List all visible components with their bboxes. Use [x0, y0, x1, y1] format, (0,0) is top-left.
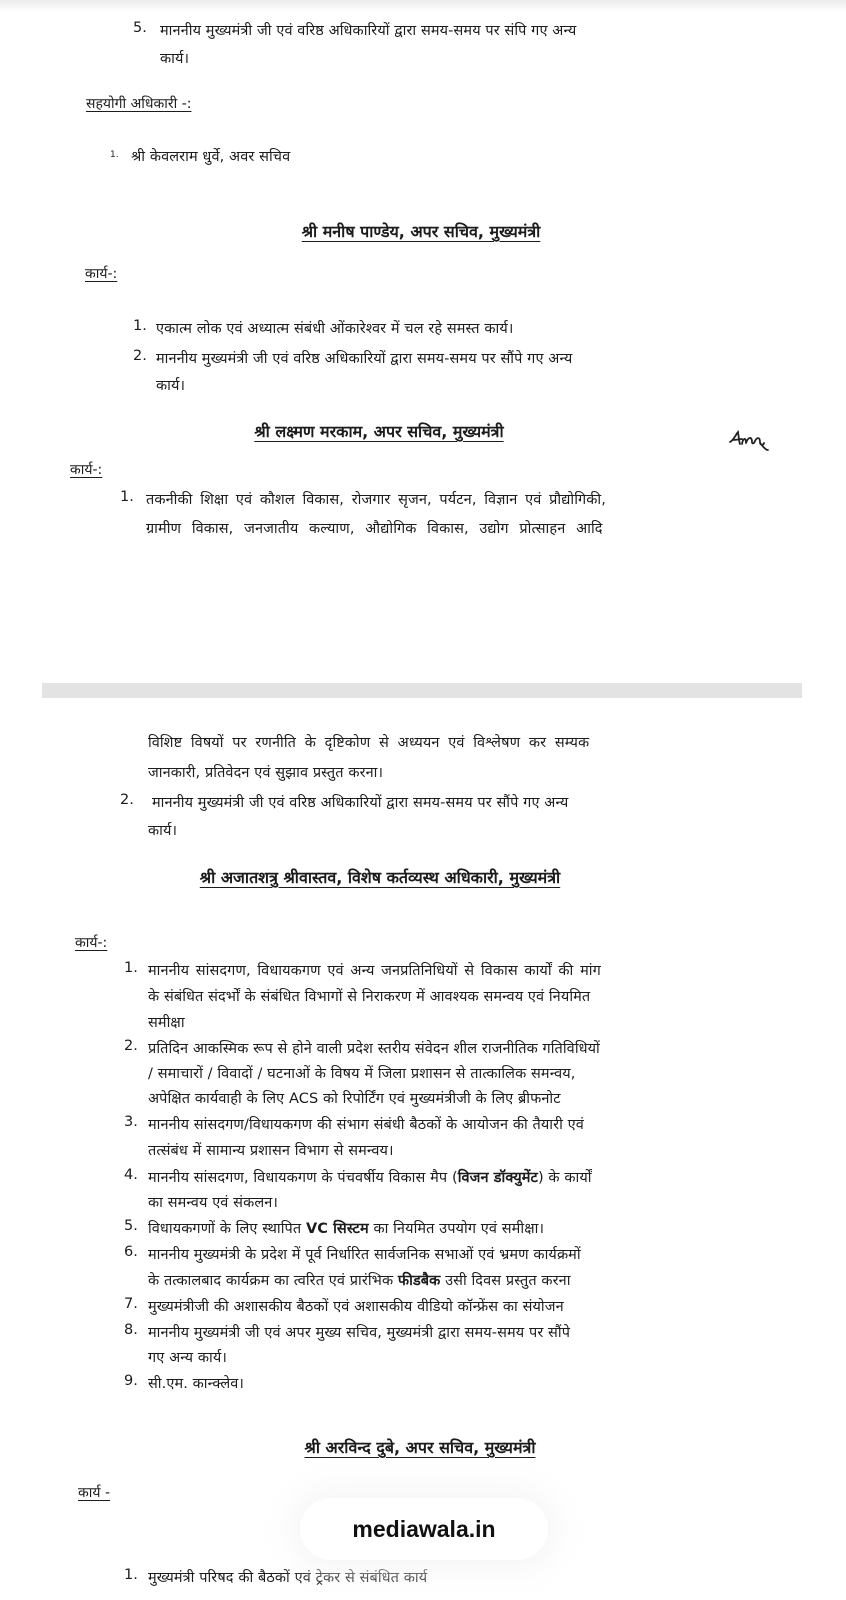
list-item-text: माननीय मुख्यमंत्री जी एवं वरिष्ठ अधिकारियों द्वारा समय-समय पर संपि गए अन्य: [160, 23, 577, 39]
list-item-text: के संबंधित संदर्भों के संबंधित विभागों से निराकरण में आवश्यक समन्वय एवं नियमित: [148, 989, 591, 1005]
work-label: कार्य-:: [75, 935, 108, 951]
list-item-text: गए अन्य कार्य।: [148, 1350, 227, 1366]
list-item-text: तकनीकी शिक्षा एवं कौशल विकास, रोजगार सृजन, पर्यटन, विज्ञान एवं प्रौद्योगिकी,: [146, 492, 606, 508]
text-part: का नियमित उपयोग एवं समीक्षा।: [368, 1221, 545, 1237]
list-item-text: मुख्यमंत्री परिषद की बैठकों एवं ट्रेकर से संबंधित कार्य: [148, 1570, 428, 1586]
section-heading: श्री अजातशत्रु श्रीवास्तव, विशेष कर्तव्यस्थ अधिकारी, मुख्यमंत्री: [199, 868, 561, 887]
text-part: विधायकगणों के लिए स्थापित: [148, 1221, 306, 1237]
associate-officer-name: श्री केवलराम धुर्वे, अवर सचिव: [131, 149, 291, 165]
list-item-text: कार्य।: [156, 378, 186, 394]
bold-text: फीडबैक: [397, 1273, 441, 1289]
list-item-text: माननीय मुख्यमंत्री जी एवं वरिष्ठ अधिकारियों द्वारा समय-समय पर सौंपे गए अन्य: [152, 795, 569, 811]
signature-scribble-icon: [728, 428, 770, 456]
list-number: 4.: [124, 1167, 138, 1183]
list-item-text: माननीय मुख्यमंत्री जी एवं अपर मुख्य सचिव, मुख्यमंत्री द्वारा समय-समय पर सौंपे: [148, 1325, 571, 1341]
list-item-text: माननीय मुख्यमंत्री के प्रदेश में पूर्व निर्धारित सार्वजनिक सभाओं एवं भ्रमण कार्यक्रमों: [148, 1247, 581, 1263]
bold-text: VC सिस्टम: [305, 1221, 369, 1237]
bold-text: विजन डॉक्युमेंट: [457, 1170, 538, 1186]
list-item-text: माननीय मुख्यमंत्री जी एवं वरिष्ठ अधिकारियों द्वारा समय-समय पर सौंपे गए अन्य: [156, 351, 573, 367]
work-label: कार्य -: [78, 1485, 110, 1501]
list-number: 6.: [124, 1244, 138, 1260]
list-number: 1.: [110, 150, 119, 160]
list-item-text: का समन्वय एवं संकलन।: [148, 1195, 278, 1211]
work-label: कार्य-:: [85, 266, 118, 282]
text-part: के तत्कालबाद कार्यक्रम का त्वरित एवं प्रारंभिक: [148, 1273, 398, 1289]
list-number: 2.: [120, 792, 134, 808]
list-item-text: कार्य।: [148, 823, 178, 839]
list-item-text: / समाचारों / विवादों / घटनाओं के विषय में जिला प्रशासन से तात्कालिक समन्वय,: [148, 1066, 576, 1082]
list-number: 1.: [120, 489, 134, 505]
list-item-text: समीक्षा: [148, 1015, 185, 1031]
top-shadow: [0, 0, 846, 12]
page-break-divider: [42, 683, 802, 698]
list-number: 1.: [124, 960, 138, 976]
list-item-text: माननीय सांसदगण/विधायकगण की संभाग संबंधी बैठकों के आयोजन की तैयारी एवं: [148, 1117, 584, 1133]
text-part: माननीय सांसदगण, विधायकगण के पंचवर्षीय विकास मैप (: [148, 1170, 458, 1186]
section-heading: श्री लक्ष्मण मरकाम, अपर सचिव, मुख्यमंत्री: [254, 422, 504, 441]
list-item-text: अपेक्षित कार्यवाही के लिए ACS को रिपोर्टिंग एवं मुख्यमंत्रीजी के लिए ब्रीफनोट: [148, 1091, 561, 1107]
list-item-text: जानकारी, प्रतिवेदन एवं सुझाव प्रस्तुत करना।: [148, 765, 384, 781]
list-number: 5.: [124, 1218, 138, 1234]
list-number: 7.: [124, 1296, 138, 1312]
list-item-text: [148, 1167, 592, 1187]
watermark-badge: [300, 1498, 548, 1560]
list-item-text: विशिष्ट विषयों पर रणनीति के दृष्टिकोण से अध्ययन एवं विश्लेषण कर सम्यक: [148, 735, 590, 751]
list-number: 1.: [133, 318, 147, 334]
list-number: 2.: [133, 348, 147, 364]
list-number: 5.: [133, 20, 147, 36]
text-part: उसी दिवस प्रस्तुत करना: [440, 1273, 571, 1289]
list-number: 3.: [124, 1114, 138, 1130]
associate-officer-label: सहयोगी अधिकारी -:: [86, 96, 192, 112]
list-item-text: माननीय सांसदगण, विधायकगण एवं अन्य जनप्रतिनिधियों से विकास कार्यों की मांग: [148, 963, 601, 979]
list-item-text: मुख्यमंत्रीजी की अशासकीय बैठकों एवं अशासकीय वीडियो कॉन्फ्रेंस का संयोजन: [148, 1299, 564, 1315]
list-item-text: [148, 1218, 544, 1238]
text-part: ) के कार्यों: [537, 1170, 592, 1186]
list-item-text: ग्रामीण विकास, जनजातीय कल्याण, औद्योगिक विकास, उद्योग प्रोत्साहन आदि: [146, 521, 603, 537]
list-item-text: सी.एम. कान्क्लेव।: [148, 1376, 245, 1392]
list-number: 9.: [124, 1373, 138, 1389]
list-item-text: तत्संबंध में सामान्य प्रशासन विभाग से समन्वय।: [148, 1143, 394, 1159]
list-number: 1.: [124, 1567, 138, 1583]
work-label: कार्य-:: [70, 462, 103, 478]
list-item-text: [148, 1270, 571, 1290]
list-number: 8.: [124, 1322, 138, 1338]
list-number: 2.: [124, 1038, 138, 1054]
list-item-text: कार्य।: [160, 51, 190, 67]
list-item-text: एकात्म लोक एवं अध्यात्म संबंधी ओंकारेश्वर में चल रहे समस्त कार्य।: [156, 321, 514, 337]
section-heading: श्री अरविन्द दुबे, अपर सचिव, मुख्यमंत्री: [304, 1438, 536, 1457]
list-item-text: प्रतिदिन आकस्मिक रूप से होने वाली प्रदेश स्तरीय संवेदन शील राजनीतिक गतिविधियों: [148, 1041, 600, 1057]
signature: [728, 428, 770, 460]
watermark-text: mediawala.in: [352, 1515, 496, 1542]
section-heading: श्री मनीष पाण्डेय, अपर सचिव, मुख्यमंत्री: [301, 222, 541, 241]
